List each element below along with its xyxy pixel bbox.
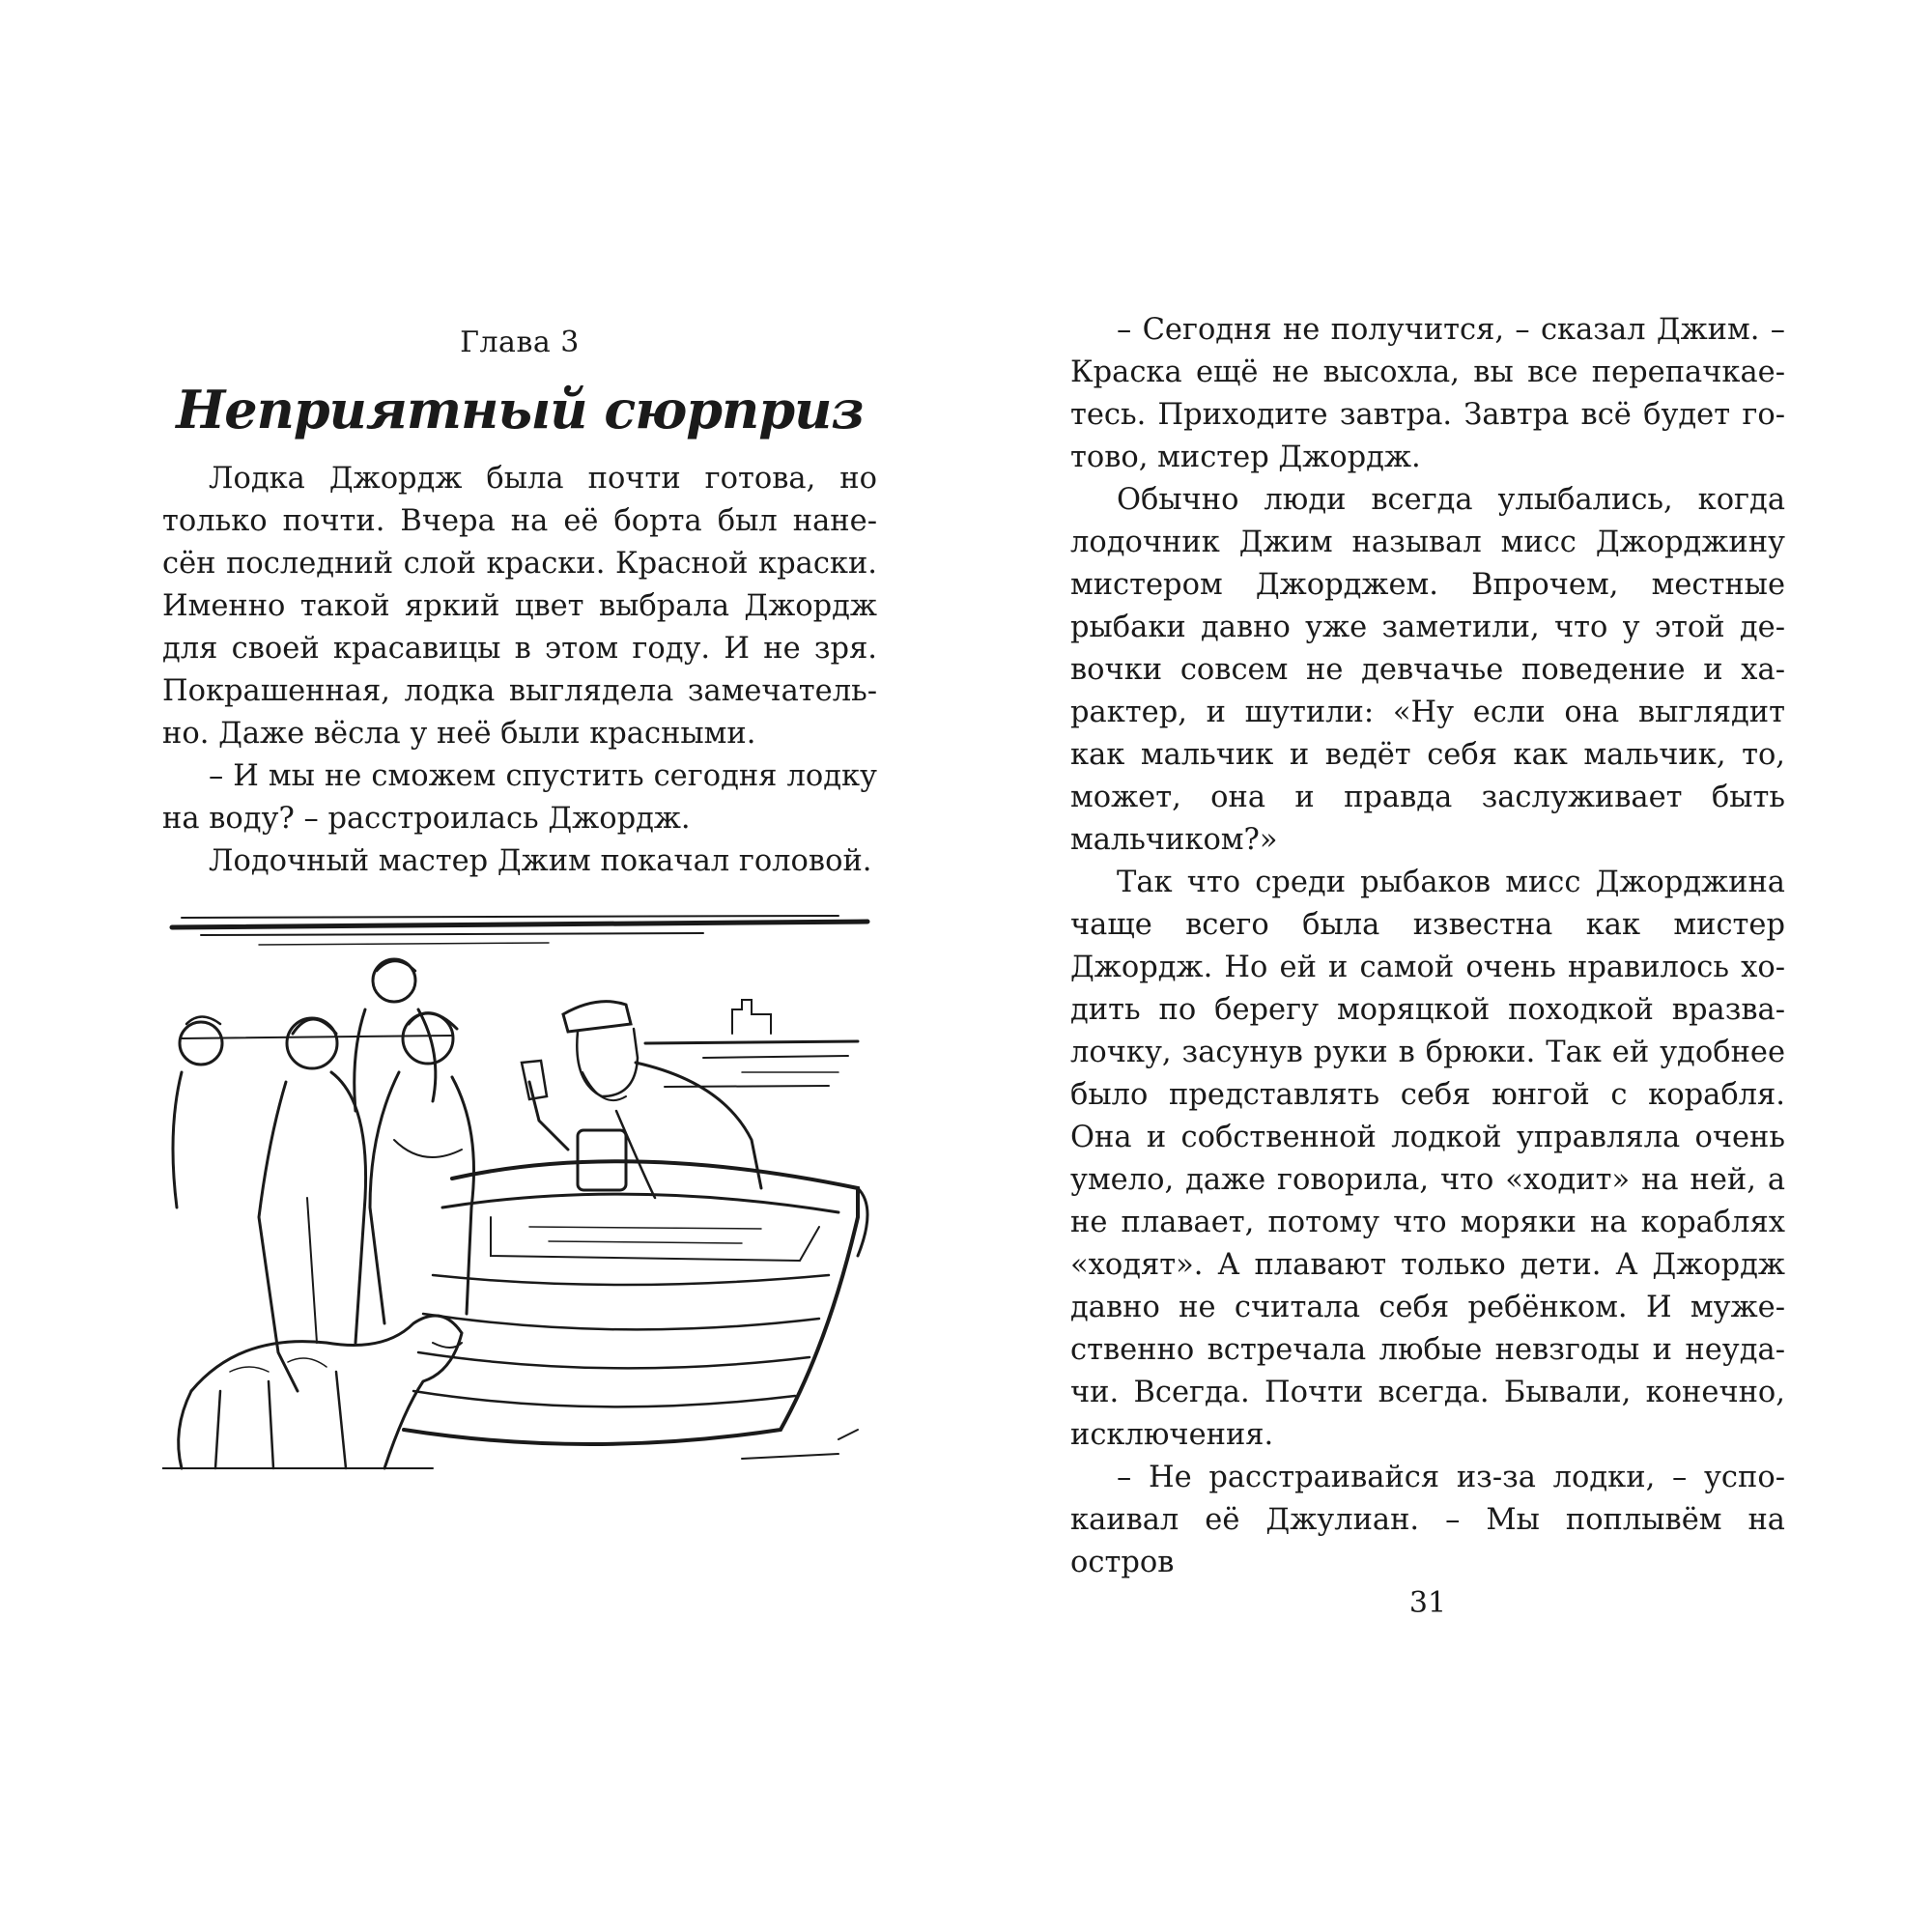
right-page	[1070, 309, 1785, 1613]
paragraph: Так что среди рыбаков мисс Джорджина чаще всего была известна как мистер Джордж. Но ей и самой очень нравилось ходить по берегу моряцкой походкой вразвалочку, засунув руки в брюки. Так ей удобнее было представлять себя юнгой с корабля. Она и собственной лодкой управляла очень умело, даже говорила, что «ходит» на ней, а не плавает, потому что моряки на кораблях «ходят». А плавают только дети. А Джордж давно не считала себя ребёнком. И мужественно встречала любые невзгоды и неудачи. Всегда. Почти всегда. Бывали, конечно, исключения.	[1070, 866, 1785, 1452]
paragraph: – Не расстраивайся из-за лодки, – успокаивал её Джулиан. – Мы поплывём на остров	[1070, 1461, 1785, 1579]
paragraph: Лодочный мастер Джим покачал головой.	[209, 844, 872, 878]
paragraph: – И мы не сможем спустить сегодня лодку на воду? – расстроилась Джордж.	[162, 759, 877, 836]
chapter-title: Неприятный сюрприз	[176, 379, 864, 440]
paragraph: – Сегодня не получится, – сказал Джим. – Краска ещё не высохла, вы все перепачкаетесь. Приходите завтра. Завтра всё будет готово, мистер Джордж.	[1070, 313, 1785, 474]
paragraph: Обычно люди всегда улыбались, когда лодочник Джим называл мисс Джорджину мистером Джорджем. Впрочем, местные рыбаки давно уже заметили, что у этой девочки совсем не девчачье поведение и характер, и шутили: «Ну если она выглядит как мальчик и ведёт себя как мальчик, то, может, она и правда заслуживает быть мальчиком?»	[1070, 483, 1785, 857]
chapter-label: Глава 3	[460, 326, 580, 359]
page-number: 31	[1408, 1586, 1447, 1620]
paragraph: Лодка Джордж была почти готова, но только почти. Вчера на её борта был нанесён последний слой краски. Красной краски. Именно такой яркий цвет выбрала Джордж для своей красавицы в этом году. И не зря. Покрашенная, лодка выглядела замечательно. Даже вёсла у неё были красными.	[162, 462, 877, 751]
boat-illustration-drawing	[162, 889, 877, 1546]
left-page	[162, 309, 877, 1565]
boat-illustration	[162, 889, 877, 1546]
